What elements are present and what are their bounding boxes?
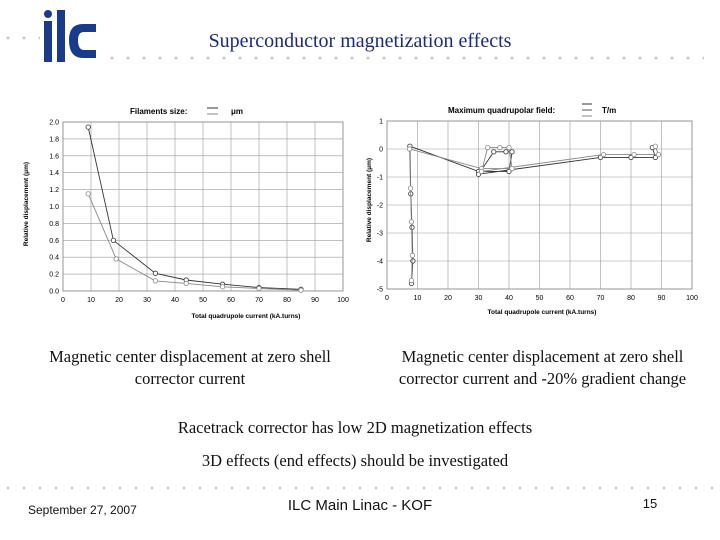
chart1-series-2-point — [114, 257, 118, 261]
chart2-series-1-line — [410, 146, 656, 283]
chart2-x-tick-label: 30 — [474, 295, 483, 302]
footer-title: ILC Main Linac - KOF — [287, 497, 433, 514]
chart2-series-2-point — [653, 144, 657, 148]
chart1-x-tick-label: 70 — [255, 297, 263, 304]
chart2-legend-unit: T/m — [602, 106, 617, 115]
chart1-x-tick-label: 0 — [61, 297, 65, 304]
page-number: 15 — [642, 496, 658, 511]
chart2-series-2-point — [507, 145, 511, 149]
chart1-series-1-point — [86, 125, 90, 129]
chart1-x-tick-label: 30 — [143, 297, 151, 304]
chart2-y-tick-label: -2 — [376, 202, 383, 210]
chart1-y-tick-label: 1.2 — [49, 187, 59, 195]
chart1-y-tick-label: 0.0 — [49, 288, 59, 296]
chart1-series-1-line — [88, 127, 301, 289]
chart2-series-2-point — [485, 145, 489, 149]
chart2-x-tick-label: 10 — [413, 295, 422, 302]
chart2-ylabel: Relative displacement (μm) — [366, 157, 373, 243]
chart1-x-tick-label: 40 — [171, 297, 179, 304]
chart1-y-tick-label: 0.6 — [49, 237, 59, 245]
chart2-x-tick-label: 20 — [444, 295, 452, 302]
page-title: Superconductor magnetization effects — [208, 30, 512, 52]
chart1-series-2-line — [88, 194, 301, 290]
chart2-series-1-point — [411, 259, 415, 263]
chart1-legend-title: Filaments size: — [130, 107, 188, 116]
chart2-x-tick-label: 90 — [657, 295, 666, 302]
quadrupolar-field-chart-svg — [362, 100, 702, 325]
chart1-series-2-point — [184, 281, 188, 285]
chart1-x-tick-label: 80 — [283, 297, 291, 304]
chart1-caption: Magnetic center displacement at zero shell corrector current — [49, 347, 331, 388]
chart2-series-2-point — [410, 253, 414, 257]
chart1-x-tick-label: 100 — [337, 297, 349, 304]
chart1-y-tick-label: 1.8 — [49, 136, 59, 144]
chart2-series-1-point — [510, 150, 514, 154]
chart2-x-tick-label: 70 — [596, 295, 605, 302]
chart1-y-tick-label: 1.6 — [49, 153, 59, 161]
chart1-series-2-point — [299, 288, 303, 292]
chart2-y-tick-label: -3 — [376, 230, 383, 238]
chart1-x-tick-label: 50 — [199, 297, 207, 304]
chart1-series-2-point — [220, 285, 224, 289]
chart1-y-tick-label: 1.4 — [49, 170, 59, 178]
chart1-y-tick-label: 0.2 — [49, 271, 59, 279]
chart1-x-tick-label: 20 — [115, 297, 123, 304]
footer-dots — [0, 486, 720, 490]
footer-date: September 27, 2007 — [28, 503, 137, 517]
chart2-series-2-point — [409, 220, 413, 224]
chart2-series-2-point — [601, 152, 605, 156]
filament-size-chart — [18, 100, 350, 325]
chart1-x-tick-label: 60 — [227, 297, 235, 304]
chart2-series-2-point — [479, 169, 483, 173]
chart2-y-tick-label: 0 — [379, 146, 383, 154]
chart2-series-1-point — [492, 150, 496, 154]
chart1-y-tick-label: 2.0 — [49, 119, 59, 127]
header-dots — [104, 56, 704, 60]
chart2-x-tick-label: 40 — [505, 295, 513, 302]
chart2-y-tick-label: 1 — [379, 118, 383, 126]
chart2-x-tick-label: 60 — [566, 295, 574, 302]
quadrupolar-field-chart — [362, 100, 702, 325]
chart2-legend-title: Maximum quadrupolar field: — [448, 106, 556, 115]
chart2-x-tick-label: 80 — [627, 295, 635, 302]
chart2-series-2-point — [407, 147, 411, 151]
chart1-xlabel: Total quadrupole current (kA.turns) — [191, 313, 301, 320]
chart1-series-1-point — [153, 271, 157, 275]
chart2-series-2-point — [409, 278, 413, 282]
end-effects-note: 3D effects (end effects) should be investigated — [201, 451, 509, 470]
chart1-series-2-point — [153, 279, 157, 283]
chart1-y-tick-label: 0.4 — [49, 254, 59, 262]
header-dots-left — [0, 36, 40, 40]
chart2-y-tick-label: -1 — [376, 174, 383, 182]
chart2-x-tick-label: 50 — [535, 295, 544, 302]
chart1-series-2-point — [257, 286, 261, 290]
chart2-series-2-point — [656, 152, 660, 156]
chart2-x-tick-label: 0 — [385, 295, 389, 302]
chart2-series-2-point — [408, 186, 412, 190]
chart2-series-1-point — [504, 150, 508, 154]
chart1-y-tick-label: 0.8 — [49, 220, 59, 228]
chart1-x-tick-label: 10 — [87, 297, 95, 304]
chart1-legend-unit: μm — [231, 107, 244, 116]
chart1-ylabel: Relative displacement (μm) — [23, 161, 30, 247]
filament-size-chart-svg — [18, 100, 350, 325]
chart1-x-tick-label: 90 — [311, 297, 319, 304]
chart1-y-tick-label: 1.0 — [49, 204, 59, 211]
chart1-series-1-point — [111, 238, 115, 242]
chart2-xlabel: Total quadrupole current (kA.turns) — [487, 309, 597, 316]
chart2-caption: Magnetic center displacement at zero shell corrector current and -20% gradient change — [398, 347, 687, 388]
chart2-y-tick-label: -5 — [376, 286, 383, 294]
chart2-y-tick-label: -4 — [376, 258, 383, 266]
chart1-series-2-point — [86, 192, 90, 196]
chart2-x-tick-label: 100 — [686, 295, 698, 302]
chart2-series-2-point — [510, 166, 514, 170]
chart2-series-2-point — [498, 145, 502, 149]
chart2-series-2-point — [632, 152, 636, 156]
ilc-logo — [38, 10, 100, 62]
racetrack-note: Racetrack corrector has low 2D magnetization effects — [177, 418, 533, 437]
